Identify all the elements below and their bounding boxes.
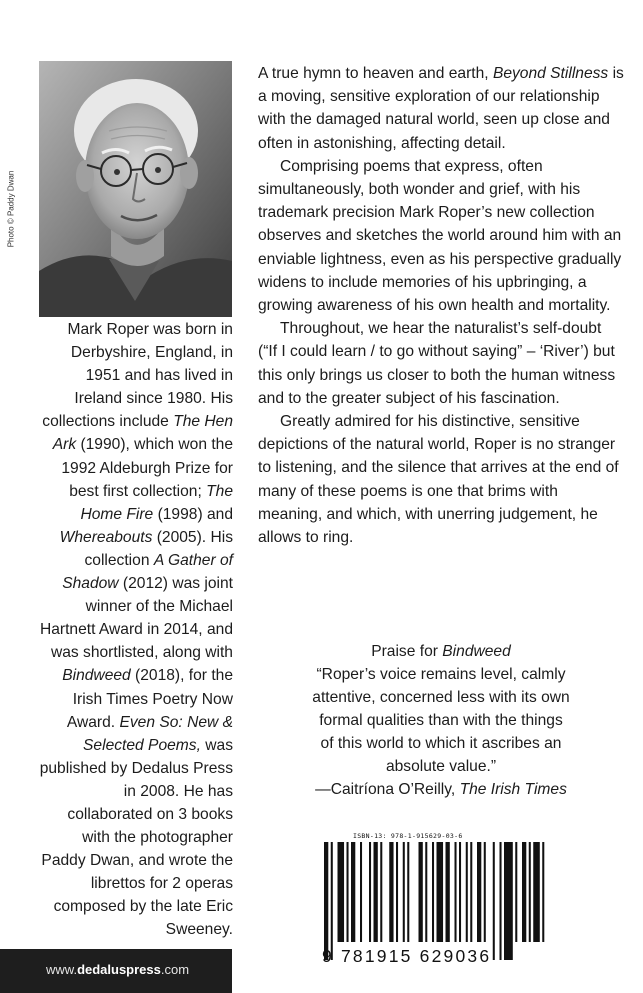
publisher-website[interactable] (46, 962, 189, 977)
blurb-paragraph-4: Greatly admired for his distinctive, sensitive depictions of the natural world, Roper is no stranger to listening, and the silence that arrives at the end of many of these poems is one that brims with meaning, and which, with unerring judgement, he allows to ring. (258, 413, 619, 547)
bio-text-segment: Mark Roper was born in Derbyshire, England, in 1951 and has lived in Ireland since 1980. His collections include (42, 321, 233, 431)
praise-heading-text: Praise for (371, 643, 443, 660)
barcode-bar (493, 842, 495, 960)
barcode-bar (369, 842, 371, 942)
barcode-bar (459, 842, 461, 942)
barcode-bar (425, 842, 427, 942)
praise-quote-line: attentive, concerned less with its own (312, 689, 570, 706)
barcode-bar (500, 842, 502, 960)
praise-heading (258, 640, 624, 663)
bio-text-segment: (1998) and (153, 505, 233, 523)
barcode-bar (331, 842, 333, 960)
barcode-bar (432, 842, 434, 942)
book-title: A Gather of Shadow (62, 551, 233, 593)
book-title: Bindweed (442, 643, 511, 660)
barcode-bar (389, 842, 393, 942)
book-blurb (258, 62, 624, 549)
book-title: Beyond Stillness (492, 65, 609, 82)
barcode-bar (522, 842, 526, 942)
barcode-bar (419, 842, 423, 942)
blurb-text-segment: A true hymn to heaven and earth, (258, 65, 493, 82)
bio-text-segment: was published by Dedalus Press in 2008. He has collaborated on 3 books with the photographer Paddy Dwan, and wrote the librettos for 2 operas composed by the late Eric Sweeney. (39, 736, 233, 939)
attribution-source: The Irish Times (459, 781, 567, 798)
book-title: Bindweed (62, 667, 131, 685)
url-prefix: www. (46, 962, 78, 977)
author-photo (39, 61, 232, 317)
barcode-bar (347, 842, 349, 942)
blurb-paragraph-2: Comprising poems that express, often simultaneously, both wonder and grief, with his trademark precision Mark Roper’s new collection observes and sketches the world around him with an enviable lightness, even as his perspective gradually widens to include memories of his upbringing, a growing awareness of his own health and mortality. (258, 157, 622, 315)
barcode-bar (470, 842, 472, 942)
author-bio (39, 318, 233, 942)
barcode-bar (396, 842, 398, 942)
barcode-bar (360, 842, 362, 942)
barcode-bar (403, 842, 405, 942)
praise-quote-line: “Roper’s voice remains level, calmly (316, 666, 566, 683)
book-title: Even So: New & Selected Poems, (83, 713, 233, 754)
photo-credit: Photo © Paddy Dwan (6, 170, 16, 248)
url-brand: dedaluspress (77, 962, 161, 977)
book-title: The Home Fire (80, 482, 233, 523)
barcode-bar (407, 842, 409, 942)
attribution-name: —Caitríona O’Reilly, (315, 781, 460, 798)
barcode-bar (533, 842, 540, 942)
author-portrait-image (39, 61, 232, 317)
barcode-bar (324, 842, 328, 960)
praise-attribution (258, 778, 624, 801)
praise-quote-line: formal qualities than with the things (319, 712, 563, 729)
barcode-bar (484, 842, 486, 942)
bio-text-segment: (2005). His collection (84, 528, 233, 569)
barcode-bar (455, 842, 457, 942)
barcode-bar (529, 842, 531, 942)
book-title: The Hen Ark (52, 413, 233, 454)
barcode-bar (466, 842, 468, 942)
blurb-paragraph-1 (258, 62, 624, 155)
bio-text-segment: (1990), which won the 1992 Aldeburgh Prize for best first collection; (61, 436, 233, 500)
book-title: Whereabouts (59, 528, 153, 546)
blurb-text-segment: is a moving, sensitive exploration of our relationship with the damaged natural world, seen up close and often in astonishing, affecting detail. (258, 65, 624, 152)
publisher-footer (0, 949, 232, 993)
url-suffix: .com (160, 962, 190, 977)
blurb-paragraph-3: Throughout, we hear the naturalist’s self-doubt (“If I could learn / to go without saying” – ‘River’) but this only brings us closer to both the human witness and to the greater subject of his fascination. (258, 320, 616, 407)
praise-quote-line: of this world to which it ascribes an (320, 735, 562, 752)
barcode-bar (338, 842, 345, 942)
bio-text-segment: (2018), for the Irish Times Poetry Now Award. (66, 667, 233, 731)
praise-quote-line: absolute value.” (385, 758, 497, 775)
barcode-number: 9 781915 629036 (322, 946, 492, 966)
isbn-label: ISBN-13: 978-1-915629-03-6 (353, 832, 463, 840)
barcode-bar (542, 842, 544, 942)
barcode-bar (515, 842, 517, 942)
barcode-bar (477, 842, 481, 942)
barcode-bar (374, 842, 378, 942)
barcode-bar (351, 842, 355, 942)
author-bio-text (39, 318, 233, 942)
barcode-bar (446, 842, 450, 942)
praise-section (258, 640, 624, 801)
barcode-bar (437, 842, 444, 942)
barcode-bar (380, 842, 382, 942)
barcode-bar (504, 842, 513, 960)
bio-text-segment: (2012) was joint winner of the Michael Hartnett Award in 2014, and was shortlisted, along with (39, 575, 233, 662)
